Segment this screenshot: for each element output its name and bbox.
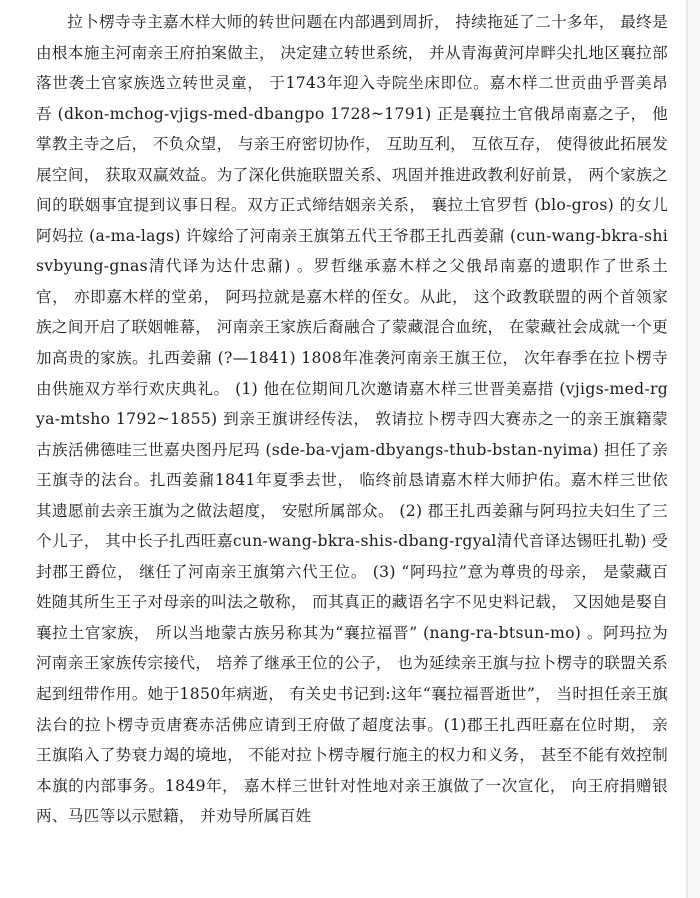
body-paragraph: 拉卜楞寺寺主嘉木样大师的转世问题在内部遇到周折， 持续拖延了二十多年， 最终是由根本施主河南亲王府拍案做主， 决定建立转世系统， 并从青海黄河岸畔尖扎地区襄拉部落世袭土官家族选立转世灵童， 于1743年迎入寺院坐床即位。嘉木样二世贡曲乎晋美昂吾 (dkon-mchog-vjigs-med-dbangpo 1728~1791) 正是襄拉土官俄昂南嘉之子， 他掌教主寺之后， 不负众望， 与亲王府密切协作， 互助互利， 互依互存， 使得彼此拓展发展空间， 获取双赢效益。为了深化供施联盟关系、巩固并推进政教利好前景， 两个家族之间的联姻事宜提到议事日程。双方正式缔结姻亲关系， 襄拉土官罗哲 (blo-gros) 的女儿阿妈拉 (a-ma-lags) 许嫁给了河南亲王旗第五代王爷郡王扎西姜鼐 (cun-wang-bkra-shisvbyung-gnas清代译为达什忠鼐) 。罗哲继承嘉木样之父俄昂南嘉的遗职作了世系土官， 亦即嘉木样的堂弟， 阿玛拉就是嘉木样的侄女。从此， 这个政教联盟的两个首领家族之间开启了联姻帷幕， 河南亲王家族后裔融合了蒙藏混合血统， 在蒙藏社会成就一个更加高贵的家族。扎西姜鼐 (?—1841) 1808年准袭河南亲王旗王位， 次年春季在拉卜楞寺由供施双方举行欢庆典礼。 (1) 他在位期间几次邀请嘉木样三世晋美嘉措 (vjigs-med-rgya-mtsho 1792~1855) 到亲王旗讲经传法， 敦请拉卜楞寺四大赛赤之一的亲王旗籍蒙古族活佛德哇三世嘉央图丹尼玛 (sde-ba-vjam-dbyangs-thub-bstan-nyima) 担任了亲王旗寺的法台。扎西姜鼐1841年夏季去世， 临终前恳请嘉木样大师护佑。嘉木样三世依其遗愿前去亲王旗为之做法超度， 安慰所属部众。 (2) 郡王扎西姜鼐与阿玛拉夫妇生了三个儿子， 其中长子扎西旺嘉cun-wang-bkra-shis-dbang-rgyal清代音译达锡旺扎勒) 受封郡王爵位， 继任了河南亲王旗第六代王位。 (3) “阿玛拉”意为尊贵的母亲， 是蒙藏百姓随其所生王子对母亲的叫法之敬称， 而其真正的藏语名字不见史料记载， 又因她是娶自襄拉土官家族， 所以当地蒙古族另称其为“襄拉福晋” (nang-ra-btsun-mo) 。阿玛拉为河南亲王家族传宗接代， 培养了继承王位的公子， 也为延续亲王旗与拉卜楞寺的联盟关系起到纽带作用。她于1850年病逝， 有关史书记到:这年“襄拉福晋逝世”， 当时担任亲王旗法台的拉卜楞寺贡唐赛赤活佛应请到王府做了超度法事。(1)郡王扎西旺嘉在位时期， 亲王旗陷入了势衰力竭的境地， 不能对拉卜楞寺履行施主的权力和义务， 甚至不能有效控制本旗的内部事务。1849年， 嘉木样三世针对性地对亲王旗做了一次宣化， 向王府捐赠银两、马匹等以示慰籍， 并劝导所属百姓 — [36, 13, 668, 826]
viewer-background — [688, 0, 700, 898]
